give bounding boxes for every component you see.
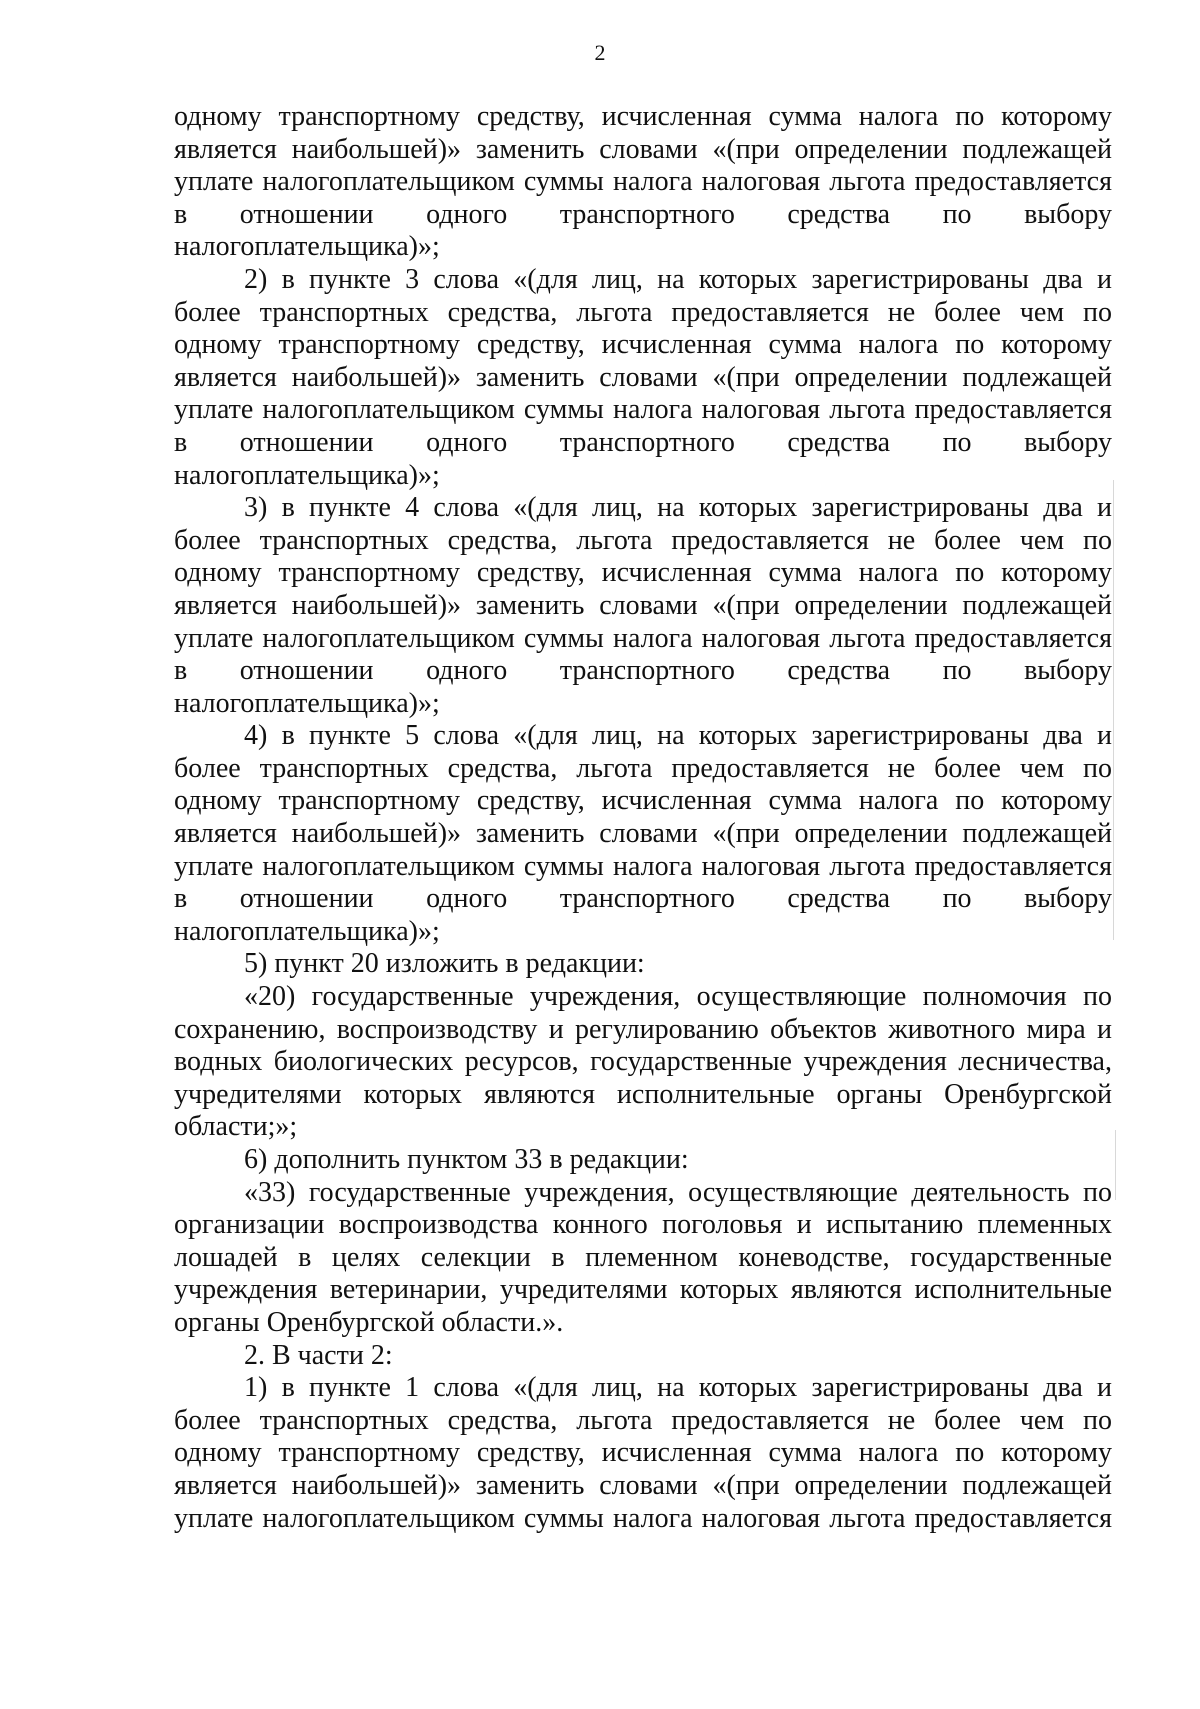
scan-artifact-line bbox=[1115, 1130, 1116, 1200]
text-line: одному транспортному средству, исчисленная сумма налога по которому bbox=[174, 1437, 1112, 1469]
text-line: является наибольшей)» заменить словами «(при определении подлежащей bbox=[174, 1469, 1112, 1501]
text-line: является наибольшей)» заменить словами «(при определении подлежащей bbox=[174, 361, 1112, 393]
text-line: учреждения ветеринарии, учредителями которых являются исполнительные bbox=[174, 1274, 1112, 1306]
text-line: налогоплательщика)»; bbox=[174, 459, 440, 491]
text-line: 2) в пункте 3 слова «(для лиц, на которых зарегистрированы два и bbox=[244, 263, 1112, 295]
page-number: 2 bbox=[594, 40, 606, 65]
text-line: в отношении одного транспортного средства по выбору bbox=[174, 883, 1112, 915]
text-line: «20) государственные учреждения, осуществляющие полномочия по bbox=[244, 981, 1112, 1013]
text-line: является наибольшей)» заменить словами «(при определении подлежащей bbox=[174, 589, 1112, 621]
text-line: уплате налогоплательщиком суммы налога налоговая льгота предоставляется bbox=[174, 622, 1112, 654]
text-line: в отношении одного транспортного средства по выбору bbox=[174, 655, 1112, 687]
text-line: водных биологических ресурсов, государственные учреждения лесничества, bbox=[174, 1046, 1112, 1078]
document-body bbox=[174, 101, 1112, 1535]
text-line: является наибольшей)» заменить словами «(при определении подлежащей bbox=[174, 133, 1112, 165]
text-line: одному транспортному средству, исчисленная сумма налога по которому bbox=[174, 557, 1112, 589]
text-line: налогоплательщика)»; bbox=[174, 687, 440, 719]
text-line: 1) в пункте 1 слова «(для лиц, на которых зарегистрированы два и bbox=[244, 1372, 1112, 1404]
text-line: уплате налогоплательщиком суммы налога налоговая льгота предоставляется bbox=[174, 850, 1112, 882]
text-line: организации воспроизводства конного поголовья и испытанию племенных bbox=[174, 1209, 1112, 1241]
text-line: органы Оренбургской области.». bbox=[174, 1306, 564, 1338]
text-line: более транспортных средства, льгота предоставляется не более чем по bbox=[174, 1404, 1112, 1436]
text-line: налогоплательщика)»; bbox=[174, 231, 440, 263]
text-line: в отношении одного транспортного средства по выбору bbox=[174, 426, 1112, 458]
text-line: в отношении одного транспортного средства по выбору bbox=[174, 198, 1112, 230]
text-line: налогоплательщика)»; bbox=[174, 915, 440, 947]
text-line: одному транспортному средству, исчисленная сумма налога по которому bbox=[174, 785, 1112, 817]
text-line: более транспортных средства, льгота предоставляется не более чем по bbox=[174, 524, 1112, 556]
text-line: одному транспортному средству, исчисленная сумма налога по которому bbox=[174, 329, 1112, 361]
text-line: более транспортных средства, льгота предоставляется не более чем по bbox=[174, 752, 1112, 784]
text-line: уплате налогоплательщиком суммы налога налоговая льгота предоставляется bbox=[174, 166, 1112, 198]
text-line: 6) дополнить пунктом 33 в редакции: bbox=[244, 1144, 689, 1175]
text-line: более транспортных средства, льгота предоставляется не более чем по bbox=[174, 296, 1112, 328]
text-line: уплате налогоплательщиком суммы налога налоговая льгота предоставляется bbox=[174, 394, 1112, 426]
text-line: 5) пункт 20 изложить в редакции: bbox=[244, 948, 645, 980]
text-line: уплате налогоплательщиком суммы налога налоговая льгота предоставляется bbox=[174, 1502, 1112, 1534]
text-line: 4) в пункте 5 слова «(для лиц, на которых зарегистрированы два и bbox=[244, 720, 1112, 752]
text-line: одному транспортному средству, исчисленная сумма налога по которому bbox=[174, 101, 1112, 132]
text-line: лошадей в целях селекции в племенном коневодстве, государственные bbox=[174, 1241, 1112, 1273]
text-line: является наибольшей)» заменить словами «(при определении подлежащей bbox=[174, 818, 1112, 850]
text-line: 3) в пункте 4 слова «(для лиц, на которых зарегистрированы два и bbox=[244, 492, 1112, 524]
text-line: 2. В части 2: bbox=[244, 1339, 393, 1371]
text-line: учредителями которых являются исполнительные органы Оренбургской bbox=[174, 1078, 1112, 1110]
text-line: области;»; bbox=[174, 1111, 298, 1143]
scan-artifact-line bbox=[1113, 480, 1114, 940]
text-line: «33) государственные учреждения, осуществляющие деятельность по bbox=[244, 1176, 1112, 1208]
text-line: сохранению, воспроизводству и регулированию объектов животного мира и bbox=[174, 1013, 1112, 1045]
